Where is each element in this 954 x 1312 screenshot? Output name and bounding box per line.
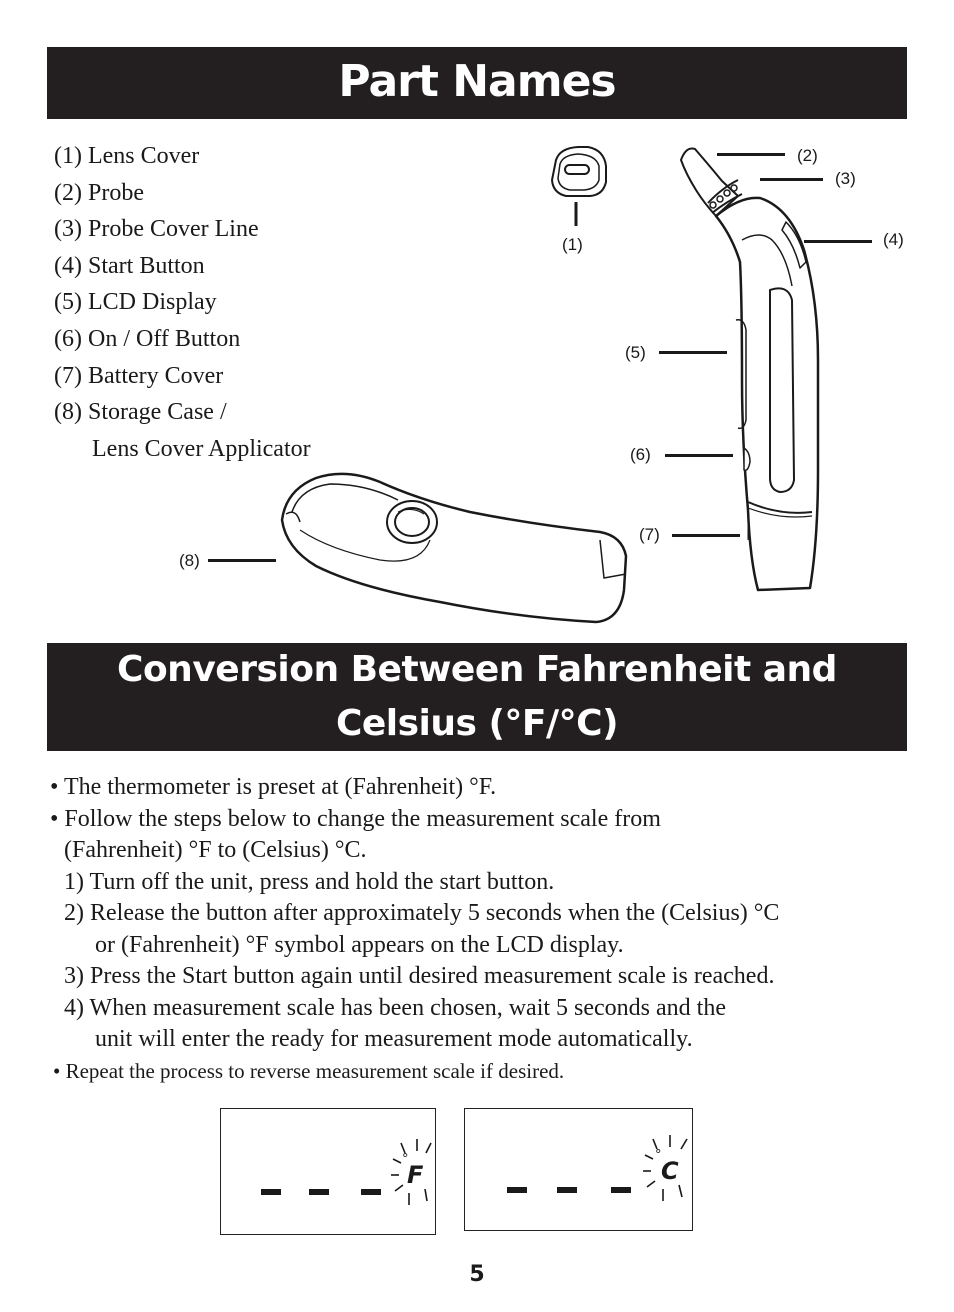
conversion-title-line-1: Conversion Between Fahrenheit and — [117, 649, 837, 690]
part-item-storage-case: (8) Storage Case / — [54, 399, 227, 426]
conversion-banner — [47, 643, 907, 751]
leader-line-6 — [665, 454, 733, 457]
lcd-dash — [507, 1187, 527, 1193]
leader-line-3 — [760, 178, 823, 181]
callout-2: (2) — [797, 146, 818, 165]
part-item-probe-cover-line: (3) Probe Cover Line — [54, 216, 259, 243]
instruction-preset: • The thermometer is preset at (Fahrenheit) °F. — [50, 774, 497, 800]
leader-line-7 — [672, 534, 740, 537]
callout-8: (8) — [179, 551, 200, 570]
storage-case-illustration — [282, 474, 626, 622]
callout-4: (4) — [883, 230, 904, 249]
lcd-celsius-panel — [464, 1108, 693, 1231]
device-illustration — [0, 0, 954, 640]
part-item-lcd-display: (5) LCD Display — [54, 289, 217, 316]
leader-line-5 — [659, 351, 727, 354]
callout-1: (1) — [562, 235, 583, 254]
part-item-lens-cover: (1) Lens Cover — [54, 143, 200, 169]
callout-7: (7) — [639, 525, 660, 544]
instruction-step-4: 4) When measurement scale has been chosen, wait 5 seconds and the — [64, 994, 726, 1021]
lcd-fahrenheit-display — [221, 1109, 435, 1234]
page-number: 5 — [469, 1262, 485, 1287]
leader-line-8 — [208, 559, 276, 562]
part-item-probe: (2) Probe — [54, 179, 144, 206]
part-item-start-button: (4) Start Button — [54, 252, 205, 279]
lcd-dash — [361, 1189, 381, 1195]
lcd-dash — [557, 1187, 577, 1193]
instruction-step-2: 2) Release the button after approximately 5 seconds when the (Celsius) °C — [64, 900, 780, 926]
leader-line-4 — [804, 240, 872, 243]
lcd-degree-symbol: ° — [402, 1152, 409, 1167]
lcd-dash — [611, 1187, 631, 1193]
instruction-step-2-continued: or (Fahrenheit) °F symbol appears on the LCD display. — [95, 931, 624, 958]
lcd-fahrenheit-panel — [220, 1108, 436, 1235]
lcd-celsius-display — [465, 1109, 692, 1230]
part-item-battery-cover: (7) Battery Cover — [54, 362, 224, 389]
part-item-storage-case-continued: Lens Cover Applicator — [92, 435, 311, 462]
conversion-title-line-2: Celsius (°F/°C) — [335, 703, 619, 744]
conversion-instructions — [50, 772, 779, 1087]
instruction-follow-steps: • Follow the steps below to change the measurement scale from — [50, 805, 661, 832]
lcd-dash — [309, 1189, 329, 1195]
lcd-dash — [261, 1189, 281, 1195]
instruction-step-4-continued: unit will enter the ready for measurement mode automatically. — [95, 1026, 693, 1052]
part-names-title: Part Names — [338, 56, 616, 107]
instruction-step-1: 1) Turn off the unit, press and hold the start button. — [64, 868, 555, 895]
thermometer-illustration — [681, 148, 818, 590]
callout-3: (3) — [835, 169, 856, 188]
leader-line-2 — [717, 153, 785, 156]
instruction-follow-steps-continued: (Fahrenheit) °F to (Celsius) °C. — [64, 837, 367, 863]
lcd-degree-symbol: ° — [655, 1148, 662, 1163]
instruction-repeat-note: • Repeat the process to reverse measurement scale if desired. — [53, 1058, 565, 1083]
lens-cover-illustration — [552, 147, 606, 226]
part-item-on-off-button: (6) On / Off Button — [54, 325, 241, 352]
callout-5: (5) — [625, 343, 646, 362]
instruction-step-3: 3) Press the Start button again until desired measurement scale is reached. — [64, 963, 775, 989]
lcd-celsius-unit: C — [661, 1157, 679, 1185]
lcd-fahrenheit-unit: F — [407, 1161, 424, 1189]
callout-6: (6) — [630, 445, 651, 464]
